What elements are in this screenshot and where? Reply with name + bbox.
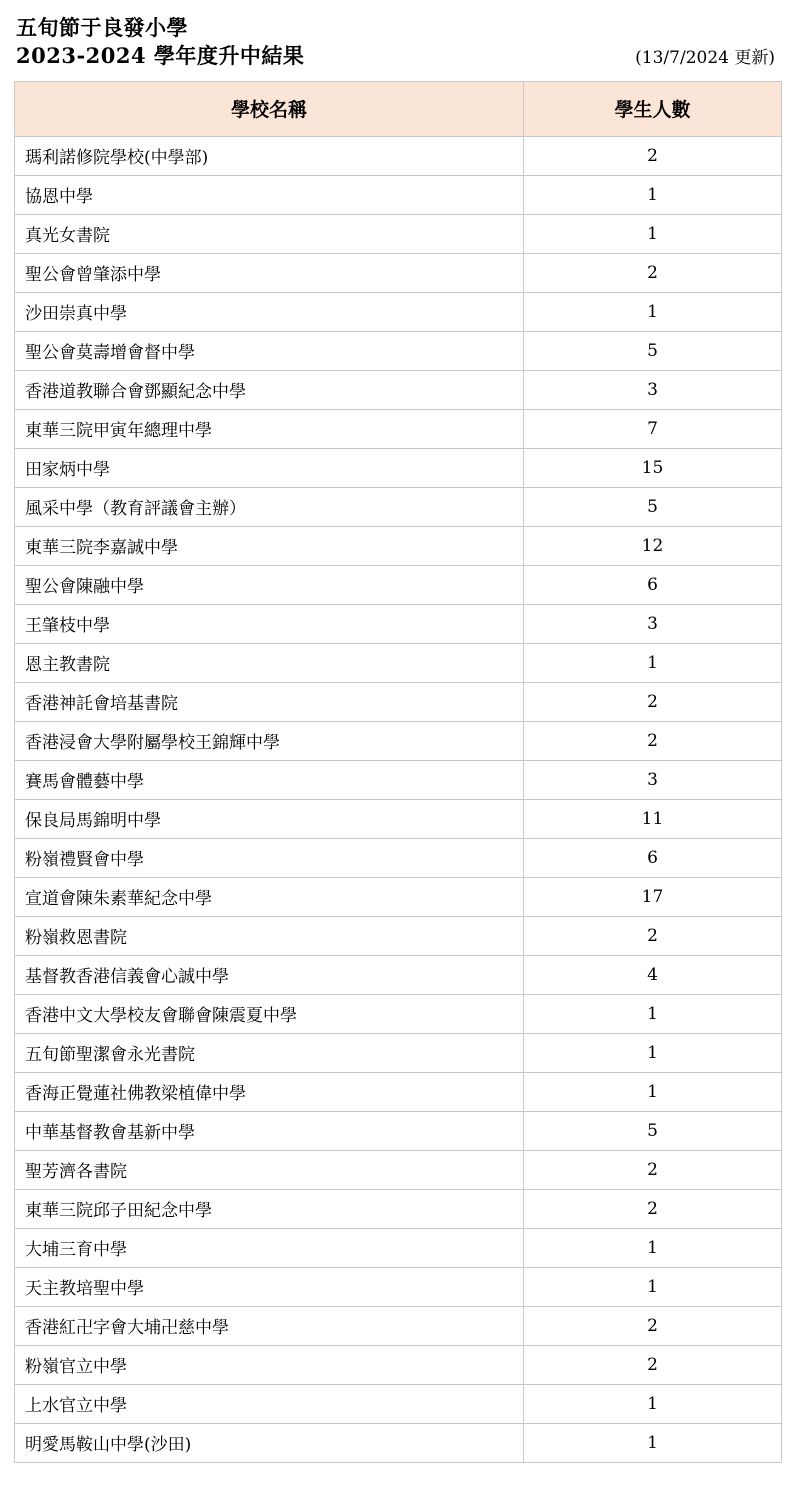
update-note: (13/7/2024 更新) bbox=[635, 47, 775, 68]
secondary-school-allocation-table bbox=[14, 81, 782, 1463]
school-name-cell: 粉嶺禮賢會中學 bbox=[15, 838, 524, 877]
table-row bbox=[15, 1228, 782, 1267]
school-name-cell: 東華三院甲寅年總理中學 bbox=[15, 409, 524, 448]
table-row bbox=[15, 1150, 782, 1189]
school-name-cell: 粉嶺官立中學 bbox=[15, 1345, 524, 1384]
student-count-cell: 1 bbox=[524, 994, 782, 1033]
student-count-cell: 1 bbox=[524, 1228, 782, 1267]
table-row bbox=[15, 1345, 782, 1384]
table-row bbox=[15, 487, 782, 526]
school-name-cell: 天主教培聖中學 bbox=[15, 1267, 524, 1306]
student-count-cell: 1 bbox=[524, 1423, 782, 1462]
document-header bbox=[14, 14, 779, 77]
student-count-cell: 3 bbox=[524, 604, 782, 643]
school-name-cell: 基督教香港信義會心誠中學 bbox=[15, 955, 524, 994]
student-count-cell: 15 bbox=[524, 448, 782, 487]
table-row bbox=[15, 370, 782, 409]
school-name-cell: 風采中學（教育評議會主辦） bbox=[15, 487, 524, 526]
school-name-cell: 真光女書院 bbox=[15, 214, 524, 253]
school-name-cell: 香港紅卍字會大埔卍慈中學 bbox=[15, 1306, 524, 1345]
table-row bbox=[15, 1111, 782, 1150]
student-count-cell: 2 bbox=[524, 1150, 782, 1189]
school-name-cell: 瑪利諾修院學校(中學部) bbox=[15, 136, 524, 175]
student-count-cell: 2 bbox=[524, 916, 782, 955]
student-count-cell: 3 bbox=[524, 370, 782, 409]
table-row bbox=[15, 1267, 782, 1306]
student-count-cell: 1 bbox=[524, 292, 782, 331]
table-row bbox=[15, 916, 782, 955]
student-count-cell: 1 bbox=[524, 1384, 782, 1423]
title-block bbox=[16, 14, 304, 71]
page-subtitle: 2023-2024 學年度升中結果 bbox=[16, 43, 305, 69]
student-count-cell: 2 bbox=[524, 136, 782, 175]
column-header-count: 學生人數 bbox=[524, 81, 782, 136]
student-count-cell: 1 bbox=[524, 1033, 782, 1072]
school-name-cell: 東華三院李嘉誠中學 bbox=[15, 526, 524, 565]
school-name-cell: 香港道教聯合會鄧顯紀念中學 bbox=[15, 370, 524, 409]
school-name-cell: 粉嶺救恩書院 bbox=[15, 916, 524, 955]
table-header-row bbox=[15, 81, 782, 136]
table-row bbox=[15, 643, 782, 682]
table-row bbox=[15, 994, 782, 1033]
student-count-cell: 1 bbox=[524, 175, 782, 214]
school-name-cell: 香港神託會培基書院 bbox=[15, 682, 524, 721]
student-count-cell: 1 bbox=[524, 643, 782, 682]
school-name-cell: 上水官立中學 bbox=[15, 1384, 524, 1423]
student-count-cell: 12 bbox=[524, 526, 782, 565]
table-row bbox=[15, 1306, 782, 1345]
table-head bbox=[15, 81, 782, 136]
table-row bbox=[15, 760, 782, 799]
school-name-cell: 明愛馬鞍山中學(沙田) bbox=[15, 1423, 524, 1462]
table-row bbox=[15, 1072, 782, 1111]
student-count-cell: 2 bbox=[524, 721, 782, 760]
student-count-cell: 6 bbox=[524, 838, 782, 877]
school-name-cell: 沙田崇真中學 bbox=[15, 292, 524, 331]
student-count-cell: 5 bbox=[524, 487, 782, 526]
table-row bbox=[15, 1033, 782, 1072]
page-title: 五旬節于良發小學 bbox=[16, 15, 188, 40]
table-row bbox=[15, 214, 782, 253]
school-name-cell: 聖公會陳融中學 bbox=[15, 565, 524, 604]
table-row bbox=[15, 409, 782, 448]
table-row bbox=[15, 838, 782, 877]
student-count-cell: 17 bbox=[524, 877, 782, 916]
table-row bbox=[15, 526, 782, 565]
table-row bbox=[15, 1384, 782, 1423]
student-count-cell: 1 bbox=[524, 1072, 782, 1111]
student-count-cell: 2 bbox=[524, 682, 782, 721]
table-row bbox=[15, 136, 782, 175]
table-row bbox=[15, 331, 782, 370]
table-row bbox=[15, 1423, 782, 1462]
school-name-cell: 賽馬會體藝中學 bbox=[15, 760, 524, 799]
student-count-cell: 7 bbox=[524, 409, 782, 448]
table-row bbox=[15, 682, 782, 721]
table-row bbox=[15, 604, 782, 643]
table-row bbox=[15, 877, 782, 916]
student-count-cell: 5 bbox=[524, 1111, 782, 1150]
school-name-cell: 協恩中學 bbox=[15, 175, 524, 214]
table-row bbox=[15, 955, 782, 994]
school-name-cell: 恩主教書院 bbox=[15, 643, 524, 682]
school-name-cell: 香港中文大學校友會聯會陳震夏中學 bbox=[15, 994, 524, 1033]
school-name-cell: 大埔三育中學 bbox=[15, 1228, 524, 1267]
school-name-cell: 宣道會陳朱素華紀念中學 bbox=[15, 877, 524, 916]
school-name-cell: 香海正覺蓮社佛教梁植偉中學 bbox=[15, 1072, 524, 1111]
student-count-cell: 2 bbox=[524, 1189, 782, 1228]
school-name-cell: 香港浸會大學附屬學校王錦輝中學 bbox=[15, 721, 524, 760]
table-row bbox=[15, 565, 782, 604]
school-name-cell: 聖芳濟各書院 bbox=[15, 1150, 524, 1189]
student-count-cell: 4 bbox=[524, 955, 782, 994]
student-count-cell: 3 bbox=[524, 760, 782, 799]
table-row bbox=[15, 448, 782, 487]
student-count-cell: 5 bbox=[524, 331, 782, 370]
student-count-cell: 6 bbox=[524, 565, 782, 604]
student-count-cell: 1 bbox=[524, 214, 782, 253]
school-name-cell: 保良局馬錦明中學 bbox=[15, 799, 524, 838]
student-count-cell: 2 bbox=[524, 1345, 782, 1384]
student-count-cell: 1 bbox=[524, 1267, 782, 1306]
school-name-cell: 中華基督教會基新中學 bbox=[15, 1111, 524, 1150]
table-row bbox=[15, 1189, 782, 1228]
table-row bbox=[15, 799, 782, 838]
table-row bbox=[15, 721, 782, 760]
student-count-cell: 2 bbox=[524, 253, 782, 292]
column-header-school: 學校名稱 bbox=[15, 81, 524, 136]
table-row bbox=[15, 175, 782, 214]
school-name-cell: 聖公會莫壽增會督中學 bbox=[15, 331, 524, 370]
school-name-cell: 聖公會曾肇添中學 bbox=[15, 253, 524, 292]
school-name-cell: 田家炳中學 bbox=[15, 448, 524, 487]
student-count-cell: 2 bbox=[524, 1306, 782, 1345]
table-body bbox=[15, 136, 782, 1462]
school-name-cell: 王肇枝中學 bbox=[15, 604, 524, 643]
table-row bbox=[15, 292, 782, 331]
table-row bbox=[15, 253, 782, 292]
student-count-cell: 11 bbox=[524, 799, 782, 838]
school-name-cell: 東華三院邱子田紀念中學 bbox=[15, 1189, 524, 1228]
school-name-cell: 五旬節聖潔會永光書院 bbox=[15, 1033, 524, 1072]
